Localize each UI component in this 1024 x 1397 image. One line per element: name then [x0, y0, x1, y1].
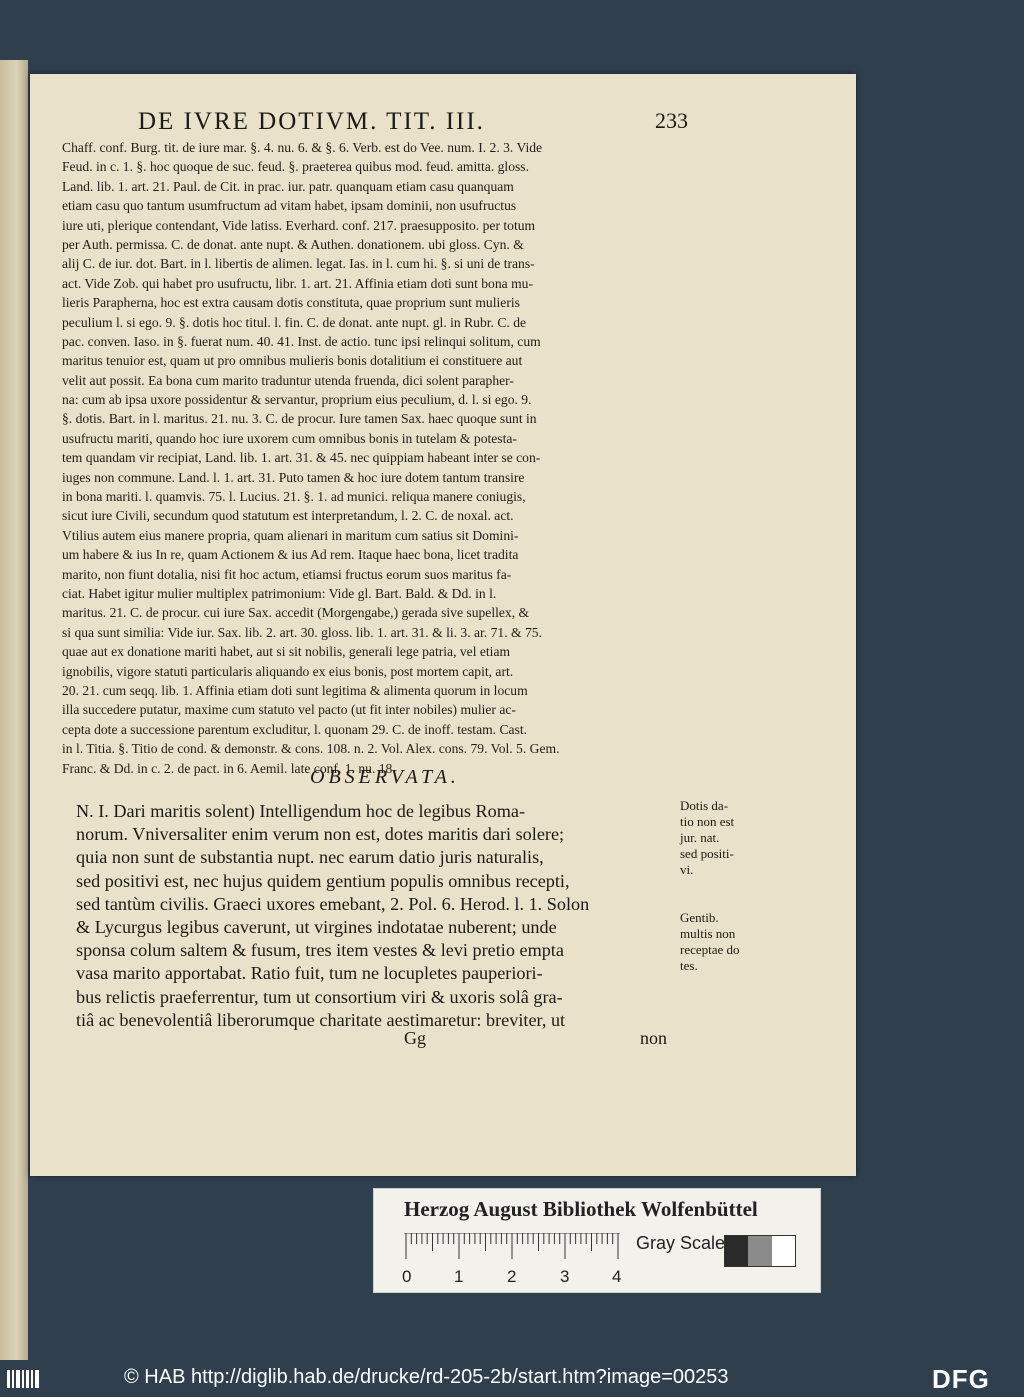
text-line: tem quandam vir recipiat, Land. lib. 1. art. 31. & 45. nec quippiam habeant inter se con- [62, 450, 541, 466]
observata-line: sed tantùm civilis. Graeci uxores emebant, 2. Pol. 6. Herod. l. 1. Solon [76, 893, 590, 914]
text-line: Chaff. conf. Burg. tit. de iure mar. §. 4. nu. 6. & §. 6. Verb. est do Vee. num. I. 2. 3. Vide [62, 140, 543, 155]
text-line: maritus. 21. C. de procur. cui iure Sax. accedit (Morgengabe,) gerada sive supellex, & [62, 605, 530, 621]
text-line: Vtilius autem eius manere propria, quam alienari in maritum cum satius sit Domini- [62, 527, 519, 543]
text-line: iure uti, plerique contendant, Vide latiss. Everhard. conf. 217. praesupposito. per totum [62, 217, 536, 233]
observata-line: quia non sunt de substantia nupt. nec earum datio juris naturalis, [76, 847, 544, 868]
margin-note-line: vi. [680, 862, 694, 877]
adjacent-page-edge [0, 60, 28, 1360]
observata-line: vasa marito apportabat. Ratio fuit, tum ne locupletes pauperiori- [76, 963, 543, 984]
barcode-icon [6, 1368, 42, 1390]
text-line: act. Vide Zob. qui habet pro usufructu, libr. 1. art. 21. Affinia etiam doti sunt bona mu- [62, 275, 533, 291]
page-number: 233 [655, 108, 688, 133]
ruler-scale [404, 1233, 620, 1263]
page-header [138, 108, 688, 138]
ruler-number: 0 [402, 1267, 412, 1286]
ruler-number: 3 [560, 1267, 570, 1286]
gray-swatches [724, 1235, 796, 1267]
text-line: usufructu mariti, quando hoc iure uxorem cum omnibus bonis in tutelam & potesta- [62, 430, 517, 446]
text-line: etiam casu quo tantum usumfructum ad vitam habet, ipsam dominii, non usufructus [62, 198, 517, 214]
text-line: 20. 21. cum seqq. lib. 1. Affinia etiam doti sunt legitima & alimenta quorum in locum [62, 682, 528, 698]
gray-swatch [772, 1236, 795, 1266]
text-line: um habere & ius In re, quam Actionem & ius Ad rem. Itaque haec bona, licet tradita [62, 547, 519, 563]
ruler-number: 2 [507, 1267, 517, 1286]
gray-swatch [725, 1236, 748, 1266]
text-line: Land. lib. 1. art. 21. Paul. de Cit. in prac. iur. patr. quanquam etiam casu quanquam [62, 178, 514, 194]
running-title: DE IVRE DOTIVM. TIT. III. [138, 108, 485, 135]
margin-note-line: receptae do [680, 942, 740, 957]
text-line: marito, non fiunt dotalia, nisi fit hoc actum, etiamsi fructus eorum suos maritus fa- [62, 566, 512, 582]
footer-bar [0, 1360, 1024, 1397]
margin-note-line: jur. nat. [680, 830, 720, 845]
text-line: alij C. de iur. dot. Bart. in l. libertis de alimen. legat. Ias. in l. cum hi. §. si uni de trans- [62, 256, 535, 272]
ruler-number: 4 [612, 1267, 622, 1286]
observata-line: & Lycurgus legibus caverunt, ut virgines indotatae nuberent; unde [76, 916, 557, 937]
margin-note-line: tes. [680, 958, 698, 973]
observata-line: bus relictis praeferrentur, tum ut consortium viri & uxoris solâ gra- [76, 986, 563, 1007]
text-line: lieris Parapherna, hoc est extra causam dotis constituta, quae proprium sunt mulieris [62, 295, 520, 311]
margin-note-dotis [680, 798, 762, 878]
dfg-logo: DFG [932, 1364, 990, 1394]
catchword: non [640, 1028, 667, 1048]
main-text-block [62, 138, 676, 778]
text-line: iuges non commune. Land. l. 1. art. 31. Puto tamen & hoc iure dotem tantum transire [62, 469, 525, 485]
text-line: per Auth. permissa. C. de donat. ante nupt. & Authen. donationem. ubi gloss. Cyn. & [62, 236, 524, 252]
text-line: Feud. in c. 1. §. hoc quoque de suc. feud. §. praeterea quibus mod. feud. amitta. gloss. [62, 159, 529, 175]
observata-line: tiâ ac benevolentiâ liberorumque charitate aestimaretur: breviter, ut [76, 1009, 566, 1030]
text-line: in bona mariti. l. quamvis. 75. l. Lucius. 21. §. 1. ad munici. reliqua manere coniugis, [62, 489, 526, 505]
library-color-card [373, 1188, 821, 1293]
text-line: peculium l. si ego. 9. §. dotis hoc titul. l. fin. C. de donat. ante nupt. gl. in Rubr. C. de [62, 314, 527, 330]
observata-line: sponsa colum saltem & fusum, tres item vestes & levi pretio empta [76, 940, 564, 961]
text-line: quae aut ex donatione mariti habet, aut si sit nobilis, generali lege patria, vel etiam [62, 644, 511, 660]
ruler-number: 1 [454, 1267, 464, 1286]
margin-note-line: Dotis da- [680, 798, 729, 813]
margin-note-line: Gentib. [680, 910, 719, 925]
text-line: ignobilis, vigore statuti particularis aliquando ex eius bonis, post mortem capit, art. [62, 663, 514, 679]
text-line: sicut iure Civili, secundum quod statutum est interpretandum, l. 2. C. de noxal. act. [62, 508, 514, 524]
text-line: cepta dote a successione parentum excluditur, l. quonam 29. C. de inoff. testam. Cast. [62, 721, 528, 737]
gray-swatch [748, 1236, 771, 1266]
text-line: maritus tenuior est, quam ut pro omnibus mulieris bonis dotalitium ei constituere aut [62, 353, 523, 369]
margin-note-line: sed positi- [680, 846, 734, 861]
text-line: illa succedere putatur, maxime cum statuto vel pacto (ut fit inter nobiles) mulier ac- [62, 702, 516, 718]
signature-mark: Gg [404, 1028, 426, 1048]
library-name: Herzog August Bibliothek Wolfenbüttel [404, 1197, 758, 1221]
text-line: velit aut possit. Ea bona cum marito traduntur utenda fruenda, dici solent parapher- [62, 372, 514, 388]
copyright-link[interactable]: © HAB http://diglib.hab.de/drucke/rd-205-2b/start.htm?image=00253 [124, 1366, 729, 1388]
observata-heading: OBSERVATA. [310, 766, 460, 788]
text-line: in l. Titia. §. Titio de cond. & demonstr. & cons. 108. n. 2. Vol. Alex. cons. 79. Vol. 5. Gem. [62, 741, 560, 757]
text-line: na: cum ab ipsa uxore possidentur & servantur, proprium eius peculium, d. l. si ego. 9. [62, 392, 532, 408]
margin-note-line: multis non [680, 926, 736, 941]
margin-note-line: tio non est [680, 814, 735, 829]
text-line: ciat. Habet igitur mulier multiplex patrimonium: Vide gl. Bart. Bald. & Dd. in l. [62, 585, 497, 601]
text-line: si qua sunt similia: Vide iur. Sax. lib. 2. art. 30. gloss. lib. 1. art. 31. & li. 3. ar. 71. & 75. [62, 624, 542, 640]
observata-line: sed positivi est, nec hujus quidem gentium populis omnibus recepti, [76, 870, 570, 891]
gray-scale-label: Gray Scale [636, 1233, 726, 1253]
text-line: §. dotis. Bart. in l. maritus. 21. nu. 3. C. de procur. Iure tamen Sax. haec quoque sunt in [62, 411, 537, 427]
observata-line: norum. Vniversaliter enim verum non est, dotes maritis dari solere; [76, 824, 565, 845]
margin-note-gentib [680, 910, 762, 974]
observata-text-block [76, 800, 680, 1032]
text-line: Franc. & Dd. in c. 2. de pact. in 6. Aemil. late conf. 1. nu. 18. [62, 760, 396, 776]
observata-line: N. I. Dari maritis solent) Intelligendum hoc de legibus Roma- [76, 801, 526, 821]
text-line: pac. conven. Iaso. in §. fuerat num. 40. 41. Inst. de actio. tunc ipsi relinqui solitum, cum [62, 333, 541, 349]
